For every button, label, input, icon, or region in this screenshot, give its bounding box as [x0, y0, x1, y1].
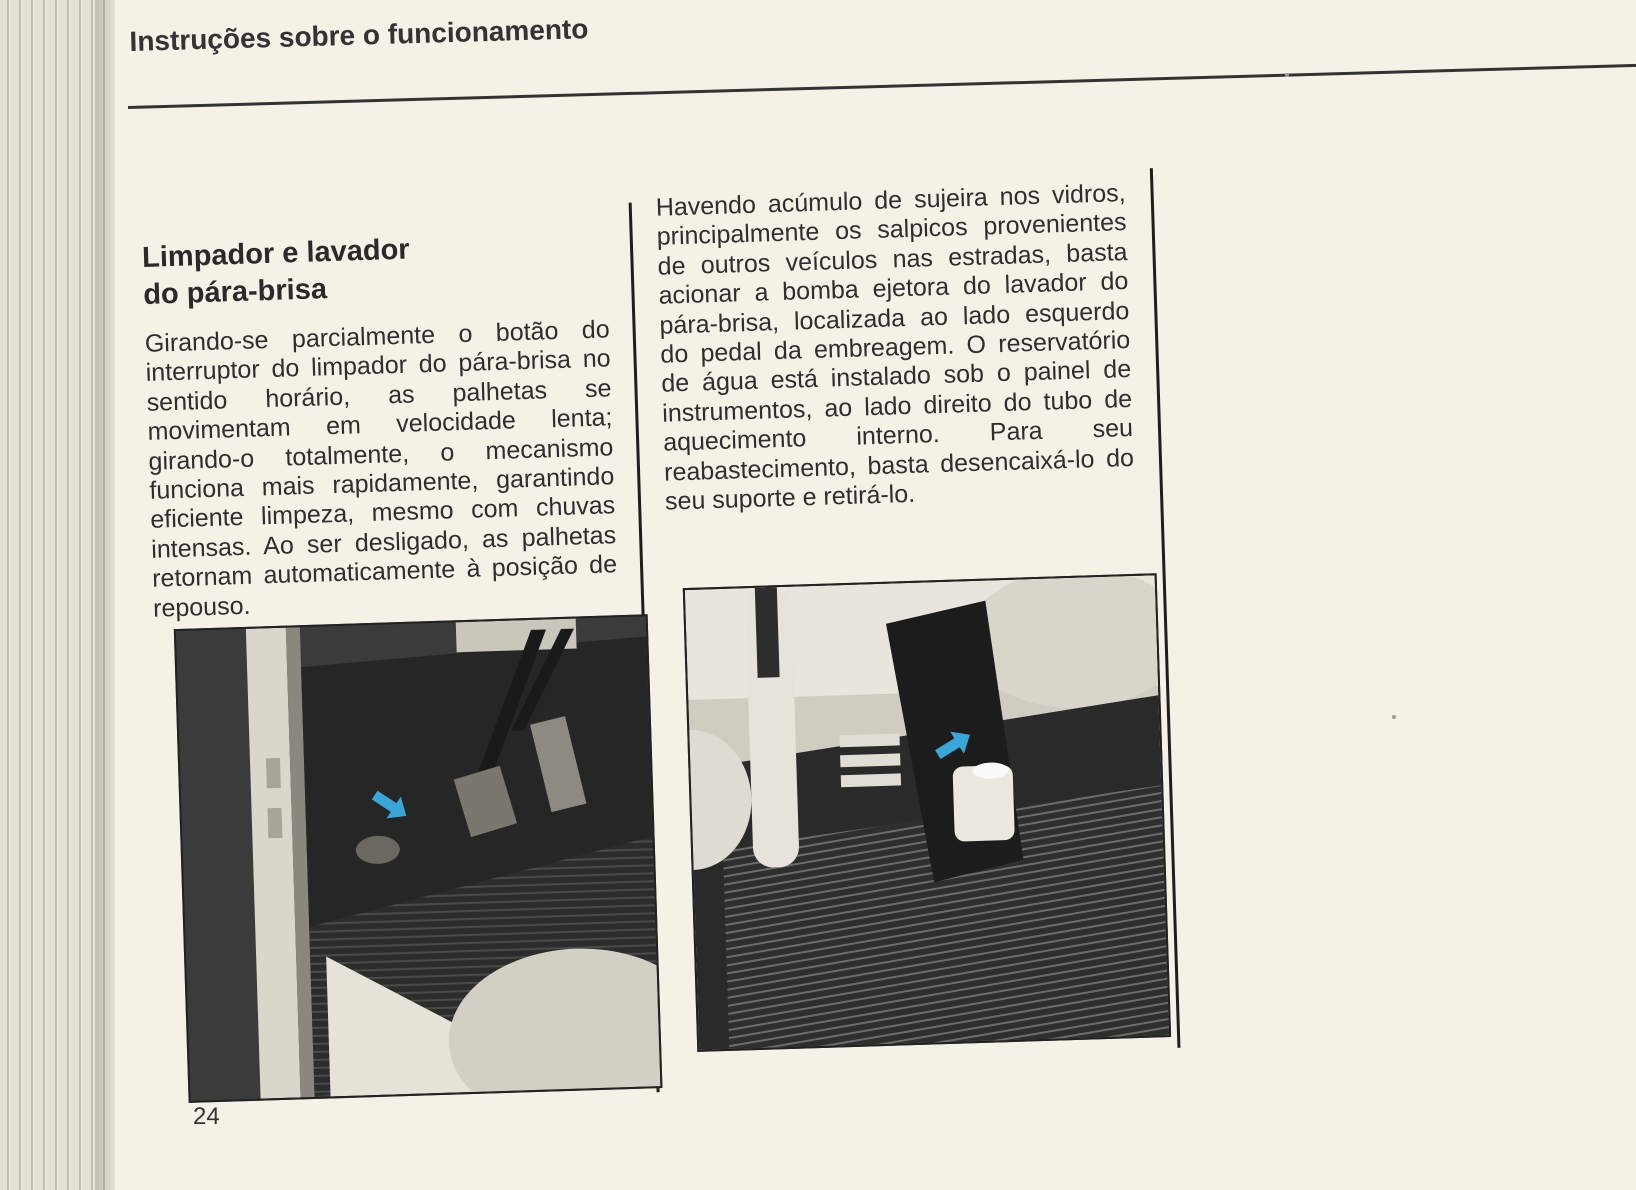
pedal-area-photo — [174, 614, 663, 1103]
reservoir-illustration — [685, 575, 1169, 1050]
wiper-paragraph: Girando-se parcialmente o botão do interruptor do limpador do pára-brisa no sentido horário, as palhetas se movimentam em velocidade lenta; girando-o totalmente, o mecanismo funciona mais rapidamente, garantindo eficiente limpeza, mesmo com chuvas intensas. Ao ser desligado, as palhetas retornam automaticamente à posição de repouso. — [144, 315, 618, 623]
paper-speck — [1285, 73, 1289, 77]
page-stack-edges — [0, 0, 115, 1190]
left-column — [142, 225, 624, 624]
pedal-area-illustration — [176, 616, 661, 1101]
section-title — [142, 225, 614, 314]
reservoir-photo — [683, 573, 1171, 1052]
page-content — [140, 157, 1229, 1130]
right-column — [655, 179, 1135, 517]
header-rule — [128, 64, 1636, 109]
page-number: 24 — [193, 1103, 220, 1130]
running-header: Instruções sobre o funcionamento — [129, 13, 589, 58]
section-title-line1: Limpador e lavador — [141, 233, 411, 274]
paper-speck — [1392, 715, 1396, 719]
washer-paragraph: Havendo acúmulo de sujeira nos vidros, principalmente os salpicos provenientes de outros veículos nas estradas, basta acionar a bomba ejetora do lavador do pára-brisa, localizada ao lado esquerdo do pedal da embreagem. O reservatório de água está instalado sob o painel de instrumentos, ao lado direito do tubo de aquecimento interno. Para seu reabastecimento, basta desencaixá-lo do seu suporte e retirá-lo. — [655, 179, 1135, 516]
section-title-line2: do pára-brisa — [142, 273, 328, 311]
